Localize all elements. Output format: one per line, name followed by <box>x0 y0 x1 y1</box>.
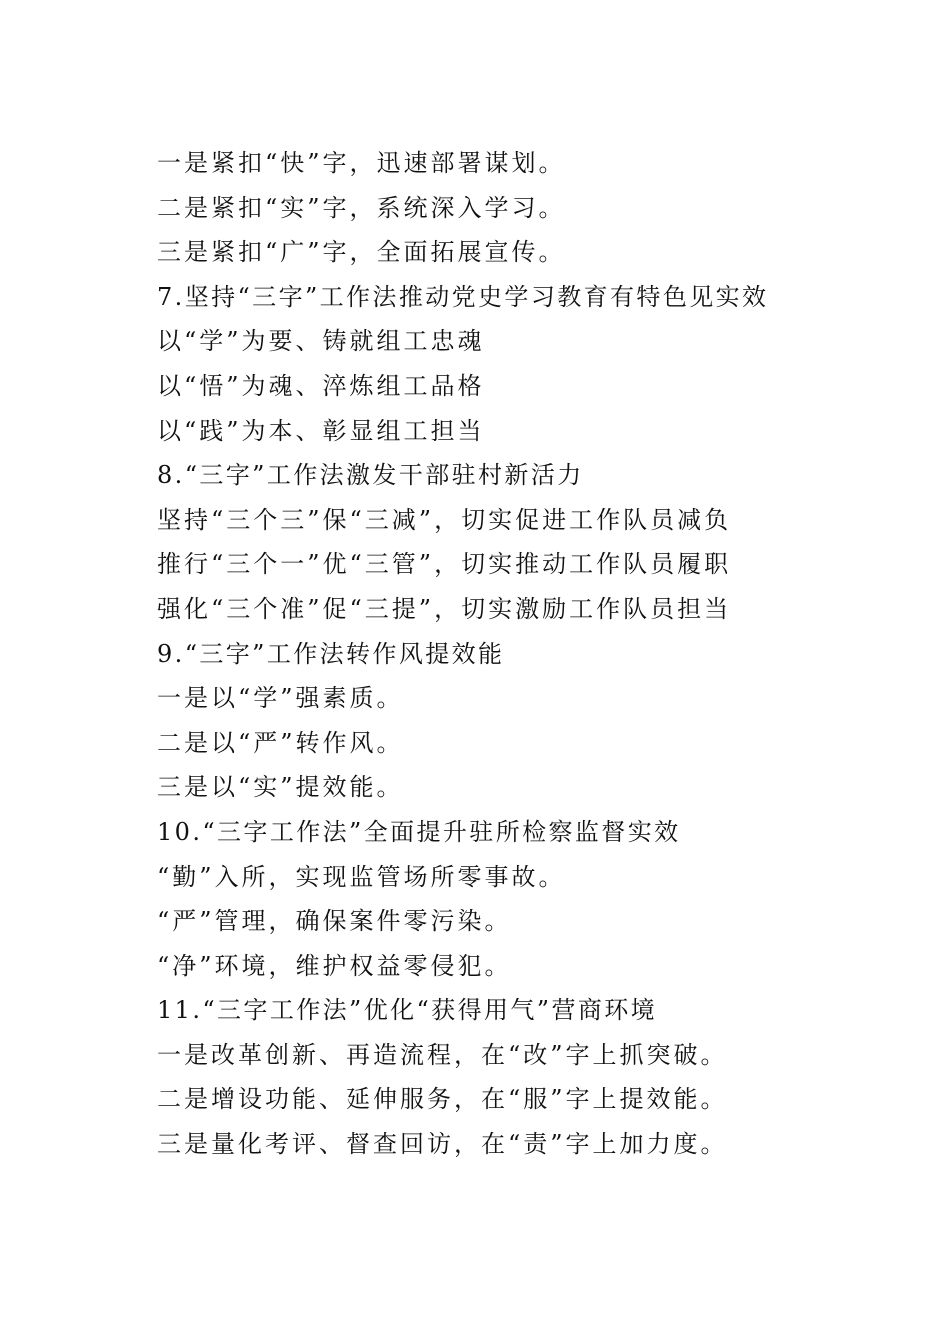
text-line: 二是增设功能、延伸服务，在“服”字上提效能。 <box>157 1085 728 1114</box>
section-heading-8: 8.“三字”工作法激发干部驻村新活力 <box>157 461 584 490</box>
section-heading-7: 7.坚持“三字”工作法推动党史学习教育有特色见实效 <box>157 282 769 311</box>
text-line: 三是以“实”提效能。 <box>157 773 404 802</box>
text-line: 以“学”为要、铸就组工忠魂 <box>157 327 485 356</box>
document-body <box>157 141 877 1167</box>
text-line: 一是改革创新、再造流程，在“改”字上抓突破。 <box>157 1040 728 1069</box>
text-line: “严”管理，确保案件零污染。 <box>157 907 512 936</box>
text-line: 三是紧扣“广”字，全面拓展宣传。 <box>157 238 566 267</box>
section-heading-10: 10.“三字工作法”全面提升驻所检察监督实效 <box>157 817 681 846</box>
text-line: 推行“三个一”优“三管”，切实推动工作队员履职 <box>157 550 732 579</box>
text-line: 二是紧扣“实”字，系统深入学习。 <box>157 193 566 222</box>
text-line: 以“悟”为魂、淬炼组工品格 <box>157 371 485 400</box>
text-line: “勤”入所，实现监管场所零事故。 <box>157 862 566 891</box>
section-heading-9: 9.“三字”工作法转作风提效能 <box>157 639 505 668</box>
text-line: 一是以“学”强素质。 <box>157 684 404 713</box>
text-line: 以“践”为本、彰显组工担当 <box>157 416 485 445</box>
text-line: 强化“三个准”促“三提”，切实激励工作队员担当 <box>157 594 732 623</box>
section-heading-11: 11.“三字工作法”优化“获得用气”营商环境 <box>157 996 658 1025</box>
text-line: 一是紧扣“快”字，迅速部署谋划。 <box>157 149 566 177</box>
text-line: 三是量化考评、督查回访，在“责”字上加力度。 <box>157 1130 728 1159</box>
text-line: “净”环境，维护权益零侵犯。 <box>157 951 512 980</box>
text-line: 坚持“三个三”保“三减”，切实促进工作队员减负 <box>157 505 732 534</box>
text-line: 二是以“严”转作风。 <box>157 728 404 757</box>
